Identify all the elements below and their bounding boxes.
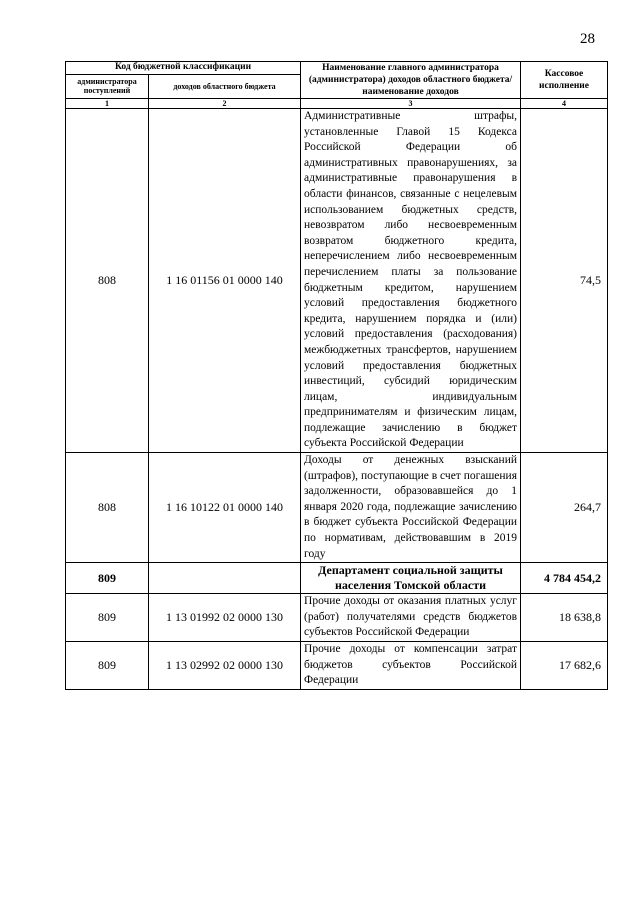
- income-name-cell: Прочие доходы от оказания платных услуг (работ) получателями средств бюджетов субъектов Российской Федерации: [301, 594, 521, 642]
- header-admin-code: администратора поступлений: [66, 74, 149, 98]
- income-code-cell: 1 13 01992 02 0000 130: [149, 594, 301, 642]
- column-number-2: 2: [149, 99, 301, 109]
- amount-cell: 17 682,6: [521, 642, 608, 690]
- income-code-cell: [149, 563, 301, 594]
- department-row: [66, 563, 608, 594]
- amount-cell: 264,7: [521, 453, 608, 563]
- table-row: [66, 642, 608, 690]
- header-name: Наименование главного администратора (администратора) доходов областного бюджета/ наименование доходов: [301, 62, 521, 99]
- table-row: [66, 453, 608, 563]
- table-row: [66, 109, 608, 453]
- column-number-3: 3: [301, 99, 521, 109]
- income-code-cell: 1 16 10122 01 0000 140: [149, 453, 301, 563]
- admin-code-cell: 809: [66, 563, 149, 594]
- income-code-cell: 1 16 01156 01 0000 140: [149, 109, 301, 453]
- column-number-1: 1: [66, 99, 149, 109]
- amount-cell: 18 638,8: [521, 594, 608, 642]
- budget-income-table: [65, 61, 608, 690]
- page-number: 28: [580, 31, 595, 47]
- header-income-code: доходов областного бюджета: [149, 74, 301, 98]
- table-row: [66, 594, 608, 642]
- income-name-cell: Доходы от денежных взысканий (штрафов), поступающие в счет погашения задолженности, образовавшейся до 1 января 2020 года, подлежащие зачислению в бюджет субъекта Российской Федерации по нормативам, действовавшим в 2019 году: [301, 453, 521, 563]
- department-name-cell: Департамент социальной защиты населения Томской области: [301, 563, 521, 594]
- amount-cell: 74,5: [521, 109, 608, 453]
- income-name-cell: Административные штрафы, установленные Главой 15 Кодекса Российской Федерации об административных правонарушениях, за административные правонарушения в области финансов, связанные с нецелевым использованием бюджетных средств, невозвратом либо несвоевременным возвратом бюджетного кредита, неперечислением либо несвоевременным перечислением платы за пользование бюджетным кредитом, нарушением условий предоставления бюджетного кредита, нарушением порядка и (или) условий предоставления (расходования) межбюджетных трансфертов, нарушением условий предоставления бюджетных инвестиций, субсидий юридическим лицам, индивидуальным предпринимателям и физическим лицам, подлежащие зачислению в бюджет субъекта Российской Федерации: [301, 109, 521, 453]
- income-code-cell: 1 13 02992 02 0000 130: [149, 642, 301, 690]
- amount-cell: 4 784 454,2: [521, 563, 608, 594]
- admin-code-cell: 808: [66, 453, 149, 563]
- admin-code-cell: 809: [66, 642, 149, 690]
- header-execution: Кассовое исполнение: [521, 62, 608, 99]
- column-number-4: 4: [521, 99, 608, 109]
- admin-code-cell: 809: [66, 594, 149, 642]
- header-code-group: Код бюджетной классификации: [66, 62, 301, 75]
- admin-code-cell: 808: [66, 109, 149, 453]
- income-name-cell: Прочие доходы от компенсации затрат бюджетов субъектов Российской Федерации: [301, 642, 521, 690]
